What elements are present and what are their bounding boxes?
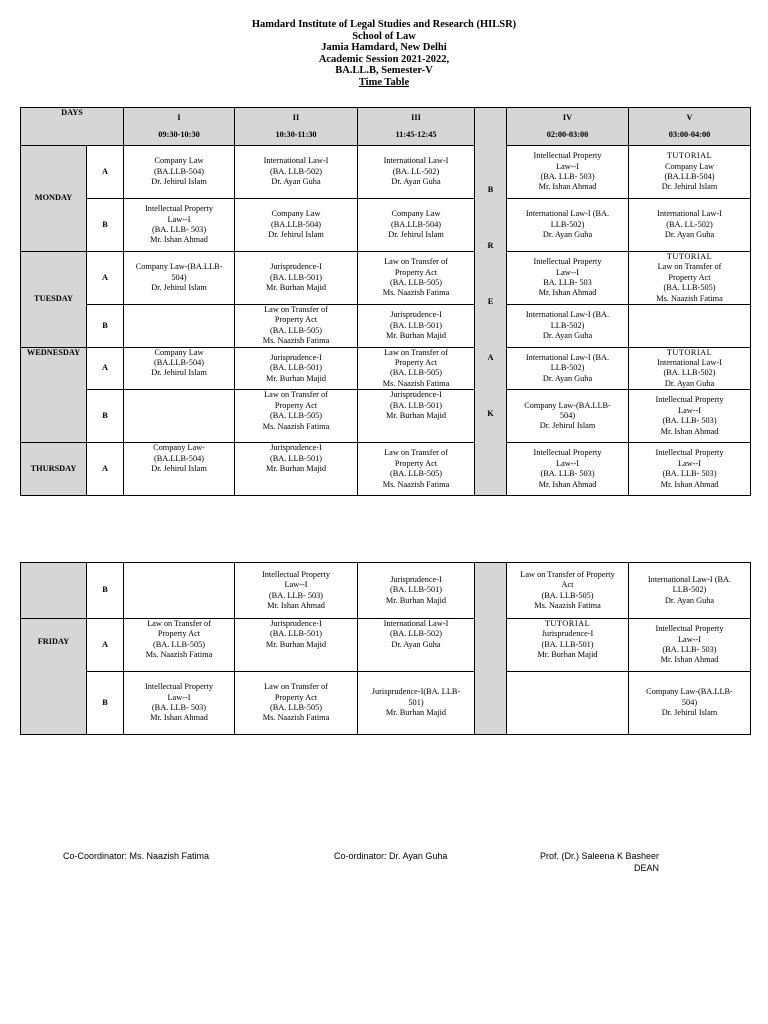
- slot-line: Jurisprudence-I(BA. LLB-: [371, 687, 461, 697]
- slot-cell: [124, 146, 235, 199]
- slot-cell: [629, 563, 751, 619]
- slot-line: Dr. Jehirul Islam: [151, 177, 207, 187]
- slot-cell: [629, 252, 751, 305]
- section-b: B: [87, 199, 124, 252]
- slot-line: International Law-I (BA.: [525, 209, 610, 219]
- slot-line: Jurisprudence-I: [270, 352, 322, 362]
- slot-cell: [507, 619, 629, 672]
- slot-line: (BA.LLB-504): [154, 453, 205, 463]
- slot-cell: [629, 619, 751, 672]
- slot-line: (BA. LLB-505): [663, 283, 716, 293]
- document-header: [0, 19, 768, 89]
- section-a: A: [87, 252, 124, 305]
- slot-line: Dr. Ayan Guha: [271, 177, 321, 187]
- slot-cell: [507, 146, 629, 199]
- slot-cell-empty: [629, 305, 751, 348]
- slot-line: (BA. LLB-501): [541, 639, 594, 649]
- slot-cell: [507, 252, 629, 305]
- break-letter: R: [487, 240, 494, 250]
- slot-line: (BA.LLB-504): [664, 172, 715, 181]
- slot-line: Law--I: [167, 214, 191, 224]
- slot-line: Mr. Ishan Ahmad: [538, 288, 597, 298]
- slot-cell: [235, 443, 358, 496]
- break-letter: E: [487, 296, 494, 306]
- slot-line: (BA. LLB- 503): [268, 590, 324, 600]
- slot-line: Ms. Naazish Fatima: [262, 336, 330, 346]
- slot-line: Company Law: [154, 156, 204, 166]
- slot-cell: [358, 390, 475, 443]
- slot-cell: [507, 563, 629, 619]
- school-name: School of Law: [352, 30, 416, 42]
- slot-line: TUTORIAL: [666, 347, 713, 357]
- slot-cell: [358, 443, 475, 496]
- slot-line: (BA. LLB-505): [389, 278, 443, 288]
- slot-line: (BA. LLB-502): [663, 368, 716, 378]
- slot-line: (BA. LLB-505): [389, 368, 443, 378]
- period-2-header: II 10:30-11:30: [235, 108, 358, 146]
- slot-line: Dr. Jehirul Islam: [539, 421, 596, 431]
- slot-line: Law--I: [556, 267, 580, 277]
- slot-cell: [124, 443, 235, 496]
- slot-line: TUTORIAL: [666, 151, 713, 161]
- slot-line: International Law-I: [383, 156, 449, 166]
- slot-line: Jurisprudence-I: [390, 310, 442, 320]
- slot-line: Intellectual Property: [145, 682, 213, 692]
- slot-cell: [358, 619, 475, 672]
- slot-cell: [124, 347, 235, 390]
- slot-line: (BA. LLB-501): [269, 629, 323, 639]
- slot-cell: [507, 390, 629, 443]
- slot-line: International Law-I (BA.: [525, 352, 610, 362]
- slot-line: Mr. Burhan Majid: [265, 464, 327, 474]
- day-friday: FRIDAY: [21, 619, 87, 735]
- slot-line: Jurisprudence-I: [270, 262, 322, 272]
- slot-line: LLB-502): [672, 585, 707, 595]
- slot-line: Law--I: [678, 458, 702, 468]
- dean-title: DEAN: [634, 863, 660, 873]
- slot-line: 504): [681, 697, 698, 707]
- slot-line: Mr. Ishan Ahmad: [150, 235, 208, 245]
- slot-line: Act: [561, 580, 574, 590]
- slot-line: Intellectual Property: [533, 448, 602, 458]
- section-a: A: [87, 443, 124, 496]
- slot-line: (BA. LLB-501): [269, 453, 323, 463]
- slot-cell: [235, 199, 358, 252]
- period-4-header: IV 02:00-03:00: [507, 108, 629, 146]
- slot-line: Ms. Naazish Fatima: [262, 713, 330, 723]
- slot-line: Property Act: [394, 267, 438, 277]
- slot-line: Dr. Jehirul Islam: [268, 230, 324, 240]
- slot-line: Company Law-: [153, 443, 205, 453]
- course-semester: BA.LL.B, Semester-V: [335, 65, 433, 77]
- university-name: Jamia Hamdard, New Delhi: [321, 42, 447, 54]
- slot-cell: [507, 443, 629, 496]
- timetable-title: Time Table: [358, 76, 410, 88]
- slot-line: Dr. Jehirul Islam: [661, 708, 718, 718]
- slot-line: (BA. LLB-505): [152, 639, 206, 649]
- slot-line: Company Law: [664, 161, 715, 171]
- slot-cell-empty: [124, 563, 235, 619]
- slot-line: (BA.LLB-504): [271, 219, 322, 229]
- slot-line: Law on Transfer of: [384, 257, 448, 267]
- slot-line: Intellectual Property: [262, 569, 330, 579]
- slot-line: (BA. LL-502): [666, 219, 713, 229]
- slot-line: Mr. Burhan Majid: [385, 595, 447, 605]
- slot-line: Mr. Ishan Ahmad: [538, 182, 597, 192]
- slot-line: Ms. Naazish Fatima: [382, 378, 450, 388]
- slot-line: (BA. LLB-502): [389, 629, 443, 639]
- slot-line: Jurisprudence-I: [390, 574, 442, 584]
- break-column: [475, 108, 507, 496]
- slot-line: Dr. Ayan Guha: [542, 373, 593, 383]
- break-column-continued: [475, 563, 507, 735]
- slot-line: (BA. LL-502): [392, 166, 440, 176]
- period-3-header: III 11:45-12:45: [358, 108, 475, 146]
- slot-line: International Law-I: [383, 619, 449, 628]
- slot-cell: [124, 619, 235, 672]
- slot-line: (BA. LLB-501): [389, 585, 443, 595]
- slot-cell: [235, 347, 358, 390]
- slot-cell: [507, 347, 629, 390]
- slot-line: Property Act: [668, 272, 711, 282]
- co-coordinator-signature: Co-Coordinator: Ms. Naazish Fatima: [63, 851, 210, 861]
- slot-line: LLB-502): [550, 219, 585, 229]
- slot-line: (BA. LLB-502): [269, 166, 323, 176]
- dean-name: Prof. (Dr.) Saleena K Basheer: [540, 851, 660, 861]
- slot-line: (BA.LLB-504): [391, 219, 442, 229]
- slot-line: Dr. Jehirul Islam: [151, 464, 207, 474]
- slot-line: LLB-502): [550, 320, 585, 330]
- slot-line: Law--I: [556, 161, 580, 171]
- slot-line: Law--I: [556, 458, 580, 468]
- slot-cell: [358, 672, 475, 735]
- slot-line: Law on Transfer of: [384, 448, 448, 458]
- slot-line: TUTORIAL: [544, 619, 591, 628]
- slot-line: Dr. Ayan Guha: [664, 378, 715, 388]
- slot-line: (BA. LLB- 503): [662, 469, 717, 479]
- slot-line: Mr. Burhan Majid: [385, 708, 447, 718]
- slot-line: Dr. Jehirul Islam: [388, 230, 444, 240]
- slot-cell-empty: [507, 672, 629, 735]
- institute-name: Hamdard Institute of Legal Studies and Research (HILSR): [251, 19, 517, 30]
- slot-line: LLB-502): [550, 363, 585, 373]
- slot-line: Intellectual Property: [533, 257, 602, 267]
- slot-line: (BA. LLB- 503): [151, 225, 207, 234]
- slot-cell: [235, 619, 358, 672]
- slot-line: Law--I: [167, 692, 191, 702]
- break-letter: K: [487, 408, 494, 418]
- slot-line: Mr. Burhan Majid: [265, 283, 327, 293]
- slot-line: Mr. Ishan Ahmad: [660, 655, 719, 665]
- slot-line: Mr. Ishan Ahmad: [150, 713, 208, 723]
- slot-line: Ms. Naazish Fatima: [382, 288, 450, 298]
- slot-line: 501): [408, 697, 424, 707]
- slot-line: Jurisprudence-I: [541, 629, 594, 639]
- slot-line: (BA. LLB-501): [389, 400, 443, 410]
- slot-line: (BA. LLB- 503): [540, 469, 595, 479]
- section-a: A: [87, 347, 124, 390]
- section-b: B: [87, 672, 124, 735]
- slot-cell: [124, 672, 235, 735]
- slot-line: Mr. Ishan Ahmad: [267, 600, 325, 610]
- period-5-header: V 03:00-04:00: [629, 108, 751, 146]
- slot-line: Law--I: [284, 580, 308, 590]
- slot-line: 504): [559, 411, 576, 421]
- slot-line: Property Act: [274, 315, 318, 325]
- slot-line: (BA. LLB-505): [269, 703, 323, 712]
- slot-line: International Law-I: [657, 358, 722, 368]
- slot-line: Mr. Ishan Ahmad: [660, 426, 719, 436]
- slot-line: Law--I: [678, 405, 702, 415]
- slot-cell: [235, 252, 358, 305]
- slot-line: International Law-I (BA.: [647, 574, 732, 584]
- slot-cell: [629, 672, 751, 735]
- slot-line: TUTORIAL: [666, 252, 713, 261]
- slot-line: Law--I: [677, 634, 702, 644]
- slot-line: Law on Transfer of: [264, 305, 328, 315]
- slot-line: Law on Transfer of: [147, 619, 211, 628]
- slot-cell: [235, 146, 358, 199]
- slot-line: BA. LLB- 503: [543, 278, 592, 288]
- slot-line: Mr. Burhan Majid: [385, 411, 447, 421]
- slot-line: Law on Transfer of: [657, 262, 722, 272]
- slot-cell: [358, 199, 475, 252]
- slot-line: Property Act: [394, 358, 438, 368]
- slot-line: International Law-I: [657, 209, 722, 219]
- slot-line: Mr. Burhan Majid: [537, 650, 598, 660]
- day-wednesday: WEDNESDAY: [21, 347, 87, 443]
- break-letter: B: [487, 184, 494, 194]
- timetable-part-2: [20, 562, 751, 735]
- slot-line: Company Law-(BA.LLB-: [135, 262, 223, 272]
- slot-line: (BA.LLB-504): [154, 166, 205, 176]
- slot-line: 504): [171, 272, 187, 282]
- slot-line: (BA. LLB- 503): [662, 645, 717, 654]
- slot-line: Ms. Naazish Fatima: [145, 650, 213, 660]
- section-a: A: [87, 146, 124, 199]
- slot-line: Mr. Burhan Majid: [385, 331, 447, 341]
- slot-cell: [124, 252, 235, 305]
- slot-cell: [358, 146, 475, 199]
- day-monday: MONDAY: [21, 146, 87, 252]
- days-header: DAYS: [21, 108, 124, 146]
- day-thursday-continued: [21, 563, 87, 619]
- slot-line: (BA. LLB- 503): [540, 172, 595, 181]
- slot-cell: [124, 199, 235, 252]
- slot-line: Jurisprudence-I: [270, 619, 322, 628]
- slot-line: Law on Transfer of: [264, 682, 328, 692]
- slot-cell: [507, 199, 629, 252]
- slot-cell: [235, 305, 358, 348]
- slot-cell: [629, 443, 751, 496]
- slot-line: (BA. LLB-505): [541, 590, 594, 600]
- slot-line: (BA.LLB-504): [154, 358, 205, 368]
- slot-line: Property Act: [274, 400, 318, 410]
- slot-line: (BA. LLB-505): [389, 469, 443, 479]
- slot-cell: [629, 347, 751, 390]
- slot-line: Ms. Naazish Fatima: [534, 600, 601, 610]
- slot-line: Dr. Ayan Guha: [542, 331, 593, 341]
- slot-line: (BA. LLB-501): [389, 320, 443, 330]
- slot-line: Property Act: [394, 458, 438, 468]
- slot-line: Law on Transfer of: [384, 347, 448, 357]
- slot-line: Company Law: [271, 209, 321, 219]
- slot-cell: [235, 563, 358, 619]
- slot-cell: [235, 672, 358, 735]
- slot-line: International Law-I (BA.: [525, 310, 610, 320]
- slot-line: Intellectual Property: [655, 448, 724, 458]
- slot-line: Company Law-(BA.LLB-: [524, 400, 611, 410]
- slot-line: (BA. LLB-501): [269, 272, 323, 282]
- slot-line: Law on Transfer of Property: [520, 569, 615, 579]
- slot-line: Company Law: [154, 347, 204, 357]
- slot-line: (BA. LLB-505): [269, 325, 323, 335]
- slot-line: Ms. Naazish Fatima: [656, 293, 723, 303]
- section-b: B: [87, 390, 124, 443]
- slot-line: Mr. Burhan Majid: [265, 639, 327, 649]
- period-1-header: I 09:30-10:30: [124, 108, 235, 146]
- slot-line: Dr. Ayan Guha: [542, 230, 593, 240]
- slot-line: Dr. Ayan Guha: [391, 177, 441, 187]
- academic-session: Academic Session 2021-2022,: [318, 53, 450, 65]
- slot-line: Property Act: [157, 629, 201, 639]
- slot-line: Property Act: [274, 692, 318, 702]
- section-a: A: [87, 619, 124, 672]
- slot-cell: [358, 563, 475, 619]
- timetable-part-1: [20, 107, 751, 496]
- slot-line: Intellectual Property: [533, 151, 602, 161]
- slot-cell: [358, 347, 475, 390]
- coordinator-signature: Co-ordinator: Dr. Ayan Guha: [334, 851, 448, 861]
- slot-line: Mr. Ishan Ahmad: [660, 479, 719, 489]
- slot-cell: [358, 305, 475, 348]
- slot-line: (BA. LLB- 503): [662, 416, 717, 426]
- slot-line: Company Law-(BA.LLB-: [646, 687, 733, 697]
- day-thursday: THURSDAY: [21, 443, 87, 496]
- slot-line: Jurisprudence-I: [390, 390, 442, 400]
- slot-line: Intellectual Property: [655, 624, 724, 634]
- slot-line: Dr. Ayan Guha: [391, 639, 441, 649]
- section-b: B: [87, 563, 124, 619]
- slot-cell: [235, 390, 358, 443]
- dean-signature: [540, 850, 659, 874]
- slot-line: Ms. Naazish Fatima: [262, 421, 330, 431]
- slot-line: Intellectual Property: [145, 204, 213, 214]
- slot-cell: [507, 305, 629, 348]
- break-letter: A: [487, 352, 494, 362]
- slot-line: Dr. Jehirul Islam: [151, 368, 207, 378]
- slot-line: Intellectual Property: [655, 395, 724, 405]
- slot-line: Mr. Burhan Majid: [265, 373, 327, 383]
- slot-line: Ms. Naazish Fatima: [382, 479, 450, 489]
- slot-cell: [358, 252, 475, 305]
- day-tuesday: TUESDAY: [21, 252, 87, 348]
- slot-line: Dr. Ayan Guha: [664, 595, 715, 605]
- slot-line: International Law-I: [263, 156, 329, 166]
- slot-cell: [629, 390, 751, 443]
- slot-line: Dr. Ayan Guha: [664, 230, 715, 240]
- slot-line: Dr. Jehirul Islam: [151, 283, 207, 293]
- slot-cell: [629, 146, 751, 199]
- section-b: B: [87, 305, 124, 348]
- slot-line: Company Law: [391, 209, 441, 219]
- slot-line: Dr. Jehirul Islam: [661, 182, 718, 192]
- slot-line: (BA. LLB-505): [269, 411, 323, 421]
- slot-line: (BA. LLB-501): [269, 363, 323, 373]
- slot-cell-empty: [124, 390, 235, 443]
- slot-line: Jurisprudence-I: [270, 443, 322, 453]
- slot-line: Law on Transfer of: [264, 390, 328, 400]
- slot-line: Mr. Ishan Ahmad: [538, 479, 597, 489]
- slot-cell: [629, 199, 751, 252]
- slot-cell-empty: [124, 305, 235, 348]
- slot-line: (BA. LLB- 503): [151, 703, 207, 712]
